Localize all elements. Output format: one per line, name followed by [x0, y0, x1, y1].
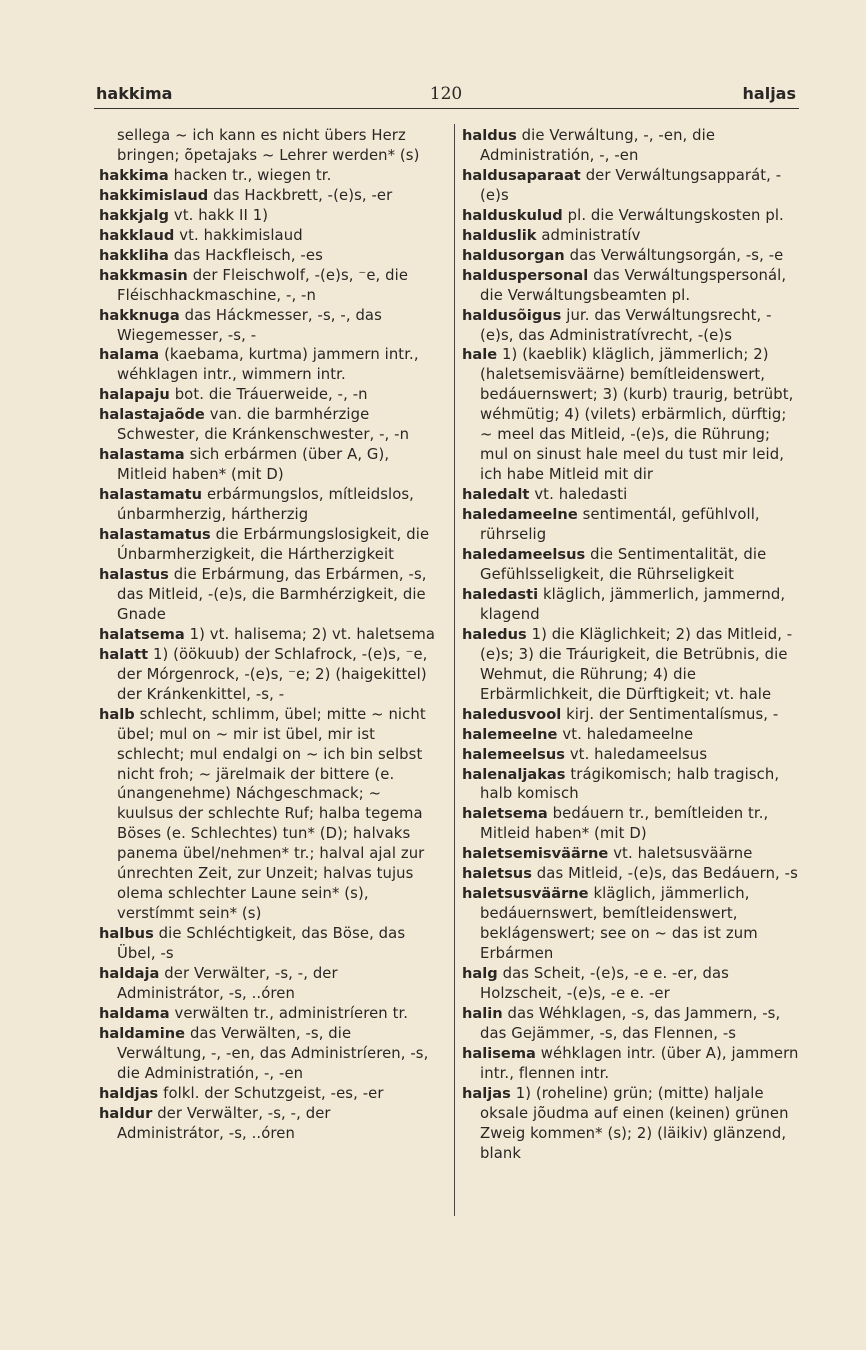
- entry-definition: der Verwälter, -s, -, der Administrátor, -s, ..óren: [117, 965, 338, 1002]
- dictionary-entry: [99, 1084, 437, 1104]
- entry-headword: halastus: [99, 565, 169, 583]
- entry-definition: die Erbármungslosigkeit, die Únbarmherzigkeit, die Hártherzigkeit: [117, 526, 430, 564]
- left-guide-word: hakkima: [96, 84, 173, 103]
- entry-headword: haldusorgan: [462, 246, 565, 264]
- dictionary-entry: [462, 226, 800, 246]
- entry-definition: trágikomisch; halb tragisch, halb komisch: [480, 765, 780, 803]
- entry-definition: vt. haledasti: [534, 486, 628, 504]
- column-divider: [454, 124, 455, 1216]
- entry-headword: haledus: [462, 625, 527, 643]
- entry-definition: vt. haletsusväärne: [613, 845, 753, 863]
- entry-headword: haldaja: [99, 965, 160, 983]
- entry-definition: das Verwáltungsorgán, -s, -e: [569, 246, 784, 264]
- entry-headword: hakkima: [99, 166, 169, 184]
- dictionary-entry: [99, 166, 437, 186]
- entry-headword: haljas: [462, 1084, 511, 1102]
- entry-headword: halatsema: [99, 625, 185, 643]
- entry-definition: schlecht, schlimm, übel; mitte ~ nicht übel; mul on ~ mir ist übel, mir ist schlecht; mul endalgi on ~ ich bin selbst nicht froh; ~ järelmaik der bittere (e. únangenehme) Náchgeschmack; ~ kuulsus der schlechte Ruf; halba tegema Böses (e. Schlechtes) tun* (D); halvaks panema übel/nehmen* tr.; halval ajal zur únrechten Zeit, zur Unzeit; halvas tujus olema schlechter Laune sein* (s), verstímmt sein* (s): [117, 705, 426, 923]
- entry-definition: das Verwáltungspersonál, die Verwáltungsbeamten pl.: [480, 266, 787, 304]
- dictionary-entry: [462, 844, 800, 864]
- dictionary-entry: [462, 266, 800, 306]
- dictionary-entry: [462, 765, 800, 805]
- entry-headword: halbus: [99, 925, 154, 943]
- dictionary-entry: [462, 246, 800, 266]
- left-column: [99, 126, 437, 1144]
- entry-definition: vt. hakkimislaud: [179, 226, 303, 244]
- entry-headword: haledasti: [462, 585, 539, 603]
- dictionary-entry: [99, 1024, 437, 1084]
- entry-definition: 1) (öökuub) der Schlafrock, -(e)s, ⁻e, der Mórgenrock, -(e)s, ⁻e; 2) (haigekittel) der Kránkenkittel, -s, -: [117, 645, 428, 703]
- entry-definition: das Verwälten, -s, die Verwáltung, -, -en, das Administríeren, -s, die Administratión, -, -en: [117, 1024, 429, 1082]
- entry-definition: der Fleischwolf, -(e)s, ⁻e, die Fléischhackmaschine, -, -n: [117, 266, 409, 304]
- entry-headword: halastajaõde: [99, 406, 205, 424]
- dictionary-entry: [99, 405, 437, 445]
- header-rule: [94, 108, 799, 109]
- entry-definition: pl. die Verwáltungskosten pl.: [567, 206, 784, 224]
- entry-headword: haledameelsus: [462, 546, 586, 564]
- entry-definition: folkl. der Schutzgeist, -es, -er: [163, 1084, 384, 1102]
- entry-definition: kläglich, jämmerlich, bedáuernswert, bemítleidenswert, beklágenswert; see on ~ das ist zum Erbármen: [480, 885, 758, 963]
- entry-headword: haldusõigus: [462, 306, 562, 324]
- entry-definition: das Wéhklagen, -s, das Jammern, -s, das Gejämmer, -s, das Flennen, -s: [480, 1004, 781, 1042]
- entry-headword: halduskulud: [462, 206, 563, 224]
- entry-headword: haldjas: [99, 1084, 159, 1102]
- entry-headword: halb: [99, 705, 135, 723]
- entry-headword: hakkjalg: [99, 206, 169, 224]
- entry-headword: halduslik: [462, 226, 537, 244]
- dictionary-entry: [99, 485, 437, 525]
- right-column: [462, 126, 800, 1164]
- dictionary-entry: [99, 186, 437, 206]
- dictionary-entry: [99, 306, 437, 346]
- dictionary-entry: [462, 1044, 800, 1084]
- entry-definition: administratív: [541, 226, 641, 244]
- dictionary-entry: [99, 206, 437, 226]
- entry-headword: halg: [462, 965, 498, 983]
- entry-headword: haledusvool: [462, 705, 562, 723]
- entry-definition: kläglich, jämmerlich, jammernd, klagend: [480, 585, 786, 623]
- entry-definition: die Schléchtigkeit, das Böse, das Übel, -s: [117, 925, 406, 963]
- entry-definition: der Verwälter, -s, -, der Administrátor, -s, ..óren: [117, 1104, 331, 1142]
- entry-definition: sich erbármen (über A, G), Mitleid haben* (mit D): [117, 446, 390, 484]
- entry-headword: haletsema: [462, 805, 548, 823]
- entry-definition: das Hackbrett, -(e)s, -er: [213, 186, 393, 204]
- right-guide-word: haljas: [742, 84, 796, 103]
- dictionary-entry: [462, 1004, 800, 1044]
- entry-headword: haletsusväärne: [462, 885, 589, 903]
- page-header: [96, 84, 796, 106]
- entry-definition: die Sentimentalität, die Gefühlsseligkeit, die Rührseligkeit: [480, 546, 767, 583]
- entry-headword: hakknuga: [99, 306, 180, 324]
- dictionary-entry: [99, 226, 437, 246]
- page-number: 120: [429, 84, 463, 104]
- entry-definition: bot. die Tráuerweide, -, -n: [174, 386, 368, 404]
- entry-definition: das Scheit, -(e)s, -e e. -er, das Holzscheit, -(e)s, -e e. -er: [480, 965, 729, 1002]
- dictionary-entry: [462, 505, 800, 545]
- entry-definition: verwälten tr., administríeren tr.: [174, 1004, 409, 1022]
- dictionary-entry: [99, 565, 437, 625]
- dictionary-entry: [462, 585, 800, 625]
- entry-definition: bedáuern tr., bemítleiden tr., Mitleid haben* (mit D): [480, 805, 769, 843]
- entry-headword: halastamatus: [99, 526, 211, 544]
- dictionary-entry: [462, 725, 800, 745]
- entry-definition: 1) die Kläglichkeit; 2) das Mitleid, -(e)s; 3) die Tráurigkeit, die Betrübnis, die Wehmut, die Rührung; 4) die Erbärmlichkeit, die Dürftigkeit; vt. hale: [480, 625, 793, 703]
- entry-headword: haletsemisväärne: [462, 845, 609, 863]
- entry-definition: jur. das Verwáltungsrecht, -(e)s, das Administratívrecht, -(e)s: [480, 306, 772, 344]
- dictionary-entry: [99, 126, 437, 166]
- dictionary-entry: [462, 206, 800, 226]
- entry-headword: haldusaparaat: [462, 166, 581, 184]
- dictionary-entry: [462, 545, 800, 585]
- entry-definition: erbármungslos, mítleidslos, únbarmherzig, hártherzig: [117, 486, 414, 524]
- dictionary-entry: [462, 1084, 800, 1164]
- dictionary-entry: [462, 306, 800, 346]
- dictionary-entry: [462, 864, 800, 884]
- entry-definition: das Háckmesser, -s, -, das Wiegemesser, -s, -: [117, 306, 382, 344]
- entry-definition: wéhklagen intr. (über A), jammern intr., flennen intr.: [480, 1044, 799, 1082]
- dictionary-entry: [462, 625, 800, 705]
- entry-definition: die Verwáltung, -, -en, die Administratión, -, -en: [480, 127, 716, 164]
- entry-headword: hakkimislaud: [99, 186, 209, 204]
- dictionary-entry: [99, 445, 437, 485]
- dictionary-entry: [99, 1004, 437, 1024]
- entry-definition: 1) vt. halisema; 2) vt. haletsema: [189, 625, 436, 643]
- entry-headword: haledalt: [462, 486, 530, 504]
- entry-definition: (kaebama, kurtma) jammern intr., wéhklagen intr., wimmern intr.: [117, 346, 419, 384]
- entry-definition: vt. haledameelsus: [569, 745, 708, 763]
- entry-headword: halenaljakas: [462, 765, 566, 783]
- entry-headword: haldamine: [99, 1024, 186, 1042]
- dictionary-entry: [462, 166, 800, 206]
- entry-headword: hakklaud: [99, 226, 175, 244]
- dictionary-entry: [462, 485, 800, 505]
- dictionary-entry: [99, 705, 437, 924]
- dictionary-entry: [99, 625, 437, 645]
- dictionary-entry: [99, 1104, 437, 1144]
- entry-headword: halastama: [99, 446, 185, 464]
- entry-headword: halama: [99, 346, 160, 364]
- entry-definition: das Hackfleisch, -es: [173, 246, 323, 264]
- entry-definition: die Erbármung, das Erbármen, -s, das Mitleid, -(e)s, die Barmhérzigkeit, die Gnade: [117, 565, 427, 623]
- entry-headword: halin: [462, 1004, 503, 1022]
- dictionary-entry: [462, 884, 800, 964]
- entry-headword: halastamatu: [99, 486, 203, 504]
- entry-headword: halapaju: [99, 386, 170, 404]
- entry-headword: hale: [462, 346, 498, 364]
- dictionary-entry: [99, 964, 437, 1004]
- entry-definition: 1) (kaeblik) kläglich, jämmerlich; 2) (haletsemisväärne) bemítleidenswert, bedáuernswert; 3) (kurb) traurig, betrübt, wéhmütig; 4) (vilets) erbärmlich, dürftig; ~ meel das Mitleid, -(e)s, die Rührung; mul on sinust hale meel du tust mir leid, ich habe Mitleid mit dir: [480, 346, 794, 484]
- entry-definition: 1) (roheline) grün; (mitte) haljale oksale jõudma auf einen (keinen) grünen Zweig kommen* (s); 2) (läikiv) glänzend, blank: [480, 1084, 789, 1162]
- dictionary-entry: [99, 266, 437, 306]
- dictionary-entry: [99, 924, 437, 964]
- entry-definition: kirj. der Sentimentalísmus, -: [566, 705, 779, 723]
- entry-headword: haldur: [99, 1104, 153, 1122]
- entry-headword: halduspersonal: [462, 266, 589, 284]
- entry-headword: halatt: [99, 645, 149, 663]
- entry-headword: haledameelne: [462, 506, 578, 524]
- dictionary-entry: [99, 345, 437, 385]
- entry-definition: sentimentál, gefühlvoll, rührselig: [480, 506, 760, 544]
- entry-definition: der Verwáltungsapparát, -(e)s: [480, 166, 782, 204]
- dictionary-entry: [462, 804, 800, 844]
- dictionary-entry: [462, 705, 800, 725]
- dictionary-entry: [99, 645, 437, 705]
- dictionary-entry: [462, 964, 800, 1004]
- entry-headword: hakkliha: [99, 246, 169, 264]
- entry-headword: halemeelne: [462, 725, 558, 743]
- dictionary-entry: [99, 525, 437, 565]
- entry-headword: hakkmasin: [99, 266, 188, 284]
- entry-headword: halisema: [462, 1044, 536, 1062]
- dictionary-entry: [99, 246, 437, 266]
- entry-headword: haldus: [462, 127, 517, 144]
- entry-headword: halemeelsus: [462, 745, 565, 763]
- entry-definition: vt. hakk II 1): [173, 206, 269, 224]
- dictionary-entry: [462, 126, 800, 166]
- entry-definition: van. die barmhérzige Schwester, die Kránkenschwester, -, -n: [117, 406, 410, 444]
- dictionary-entry: [462, 745, 800, 765]
- dictionary-entry: [99, 385, 437, 405]
- entry-definition: sellega ~ ich kann es nicht übers Herz bringen; õpetajaks ~ Lehrer werden* (s): [117, 127, 420, 164]
- entry-headword: haldama: [99, 1004, 170, 1022]
- entry-definition: vt. haledameelne: [562, 725, 694, 743]
- entry-definition: das Mitleid, -(e)s, das Bedáuern, -s: [536, 865, 798, 883]
- dictionary-entry: [462, 345, 800, 485]
- entry-definition: hacken tr., wiegen tr.: [173, 166, 332, 184]
- entry-headword: haletsus: [462, 865, 532, 883]
